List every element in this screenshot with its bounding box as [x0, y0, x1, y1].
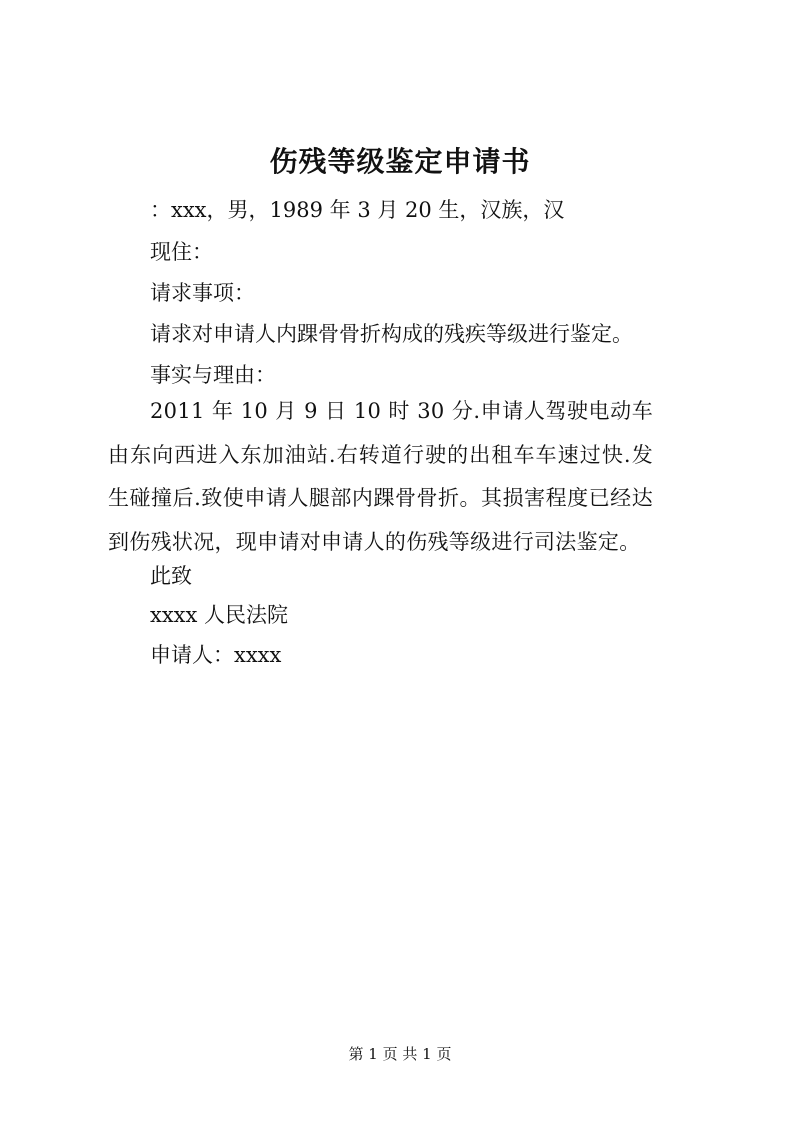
- residence-label: 现住：: [150, 240, 213, 264]
- request-body: 请求对申请人内踝骨骨折构成的残疾等级进行鉴定。: [150, 322, 633, 346]
- facts-heading: 事实与理由：: [150, 363, 276, 387]
- applicant-info-line: ：xxx，男，1989 年 3 月 20 生，汉族，汉: [150, 198, 565, 222]
- salutation: 此致: [150, 564, 192, 588]
- facts-body: 2011 年 10 月 9 日 10 时 30 分.申请人驾驶电动车由东向西进入东加油站.右转道行驶的出租车车速过快.发生碰撞后.致使申请人腿部内踝骨骨折。其损害程度已经达到伤残状况，现申请对申请人的伤残等级进行司法鉴定。: [108, 399, 653, 554]
- page-footer: 第 1 页 共 1 页: [348, 1045, 452, 1063]
- request-heading: 请求事项：: [150, 281, 255, 305]
- applicant-signature: 申请人：xxxx: [150, 643, 282, 667]
- court-name: xxxx 人民法院: [150, 603, 289, 627]
- document-title: 伤残等级鉴定申请书: [269, 145, 531, 178]
